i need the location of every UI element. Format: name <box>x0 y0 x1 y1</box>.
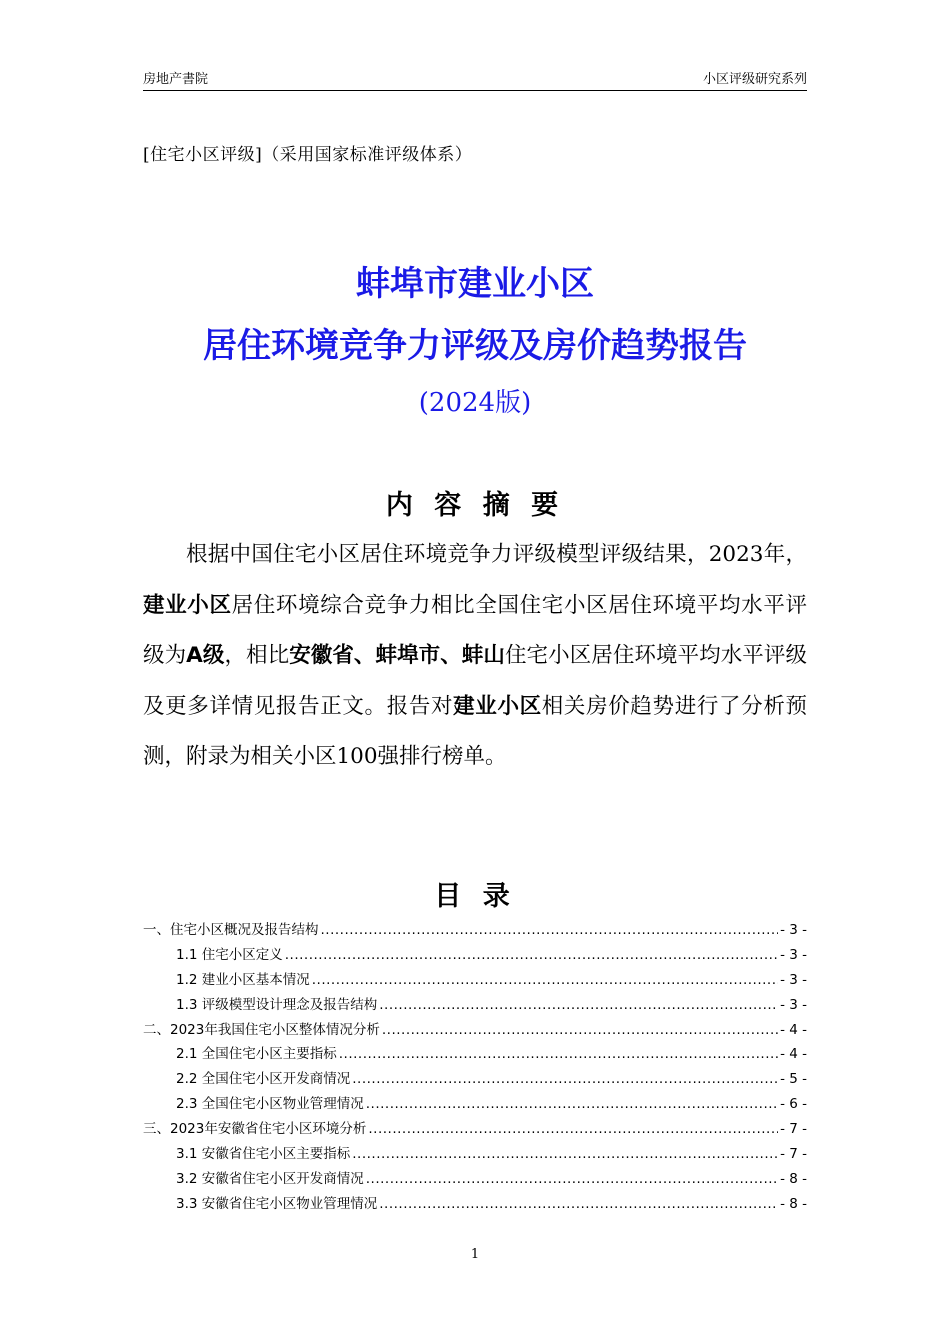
abstract-emphasis: 安徽省、蚌埠市、蚌山 <box>289 643 505 668</box>
abstract-text: ，相比 <box>224 643 290 668</box>
page-number: 1 <box>470 1247 480 1262</box>
toc-leader-dots <box>321 918 779 943</box>
toc-entry-page: - 4 - <box>780 1046 807 1063</box>
abstract-emphasis: 建业小区 <box>453 693 542 719</box>
toc-leader-dots <box>379 1192 778 1217</box>
toc-entry[interactable] <box>143 1067 807 1092</box>
abstract-text: 居住环境综合竞争力相比全国住宅小区居住环境平均水平评级为 <box>143 592 807 668</box>
toc-entry-page: - 3 - <box>780 996 807 1013</box>
toc-entry-page: - 8 - <box>780 1170 807 1187</box>
report-title-edition: (2024版) <box>418 388 532 418</box>
toc-entry[interactable] <box>143 943 807 968</box>
toc-entry[interactable] <box>143 1018 807 1043</box>
toc-entry-label: 一、住宅小区概况及报告结构 <box>143 922 319 938</box>
toc-entry[interactable] <box>143 1042 807 1067</box>
toc-leader-dots <box>312 968 778 993</box>
toc-entry-label: 3.3 安徽省住宅小区物业管理情况 <box>176 1195 378 1212</box>
toc-entry[interactable] <box>143 1167 807 1192</box>
header-divider <box>143 90 807 91</box>
toc-leader-dots <box>368 1117 778 1142</box>
toc-leader-dots <box>382 1018 778 1043</box>
report-tag: [住宅小区评级]（采用国家标准评级体系） <box>143 145 473 165</box>
page-header <box>143 68 807 88</box>
toc-entry-label: 2.3 全国住宅小区物业管理情况 <box>176 1096 364 1113</box>
toc-entry[interactable] <box>143 968 807 993</box>
toc-entry[interactable] <box>143 1192 807 1217</box>
report-title-line1: 蚌埠市建业小区 <box>356 264 594 304</box>
toc-entry[interactable] <box>143 1117 807 1142</box>
toc-entry-label: 2.2 全国住宅小区开发商情况 <box>176 1071 351 1088</box>
abstract-text: 相关房价趋势进行了分析预测，附录为相关小区100强排行榜单。 <box>143 693 807 769</box>
toc-leader-dots <box>352 1142 778 1167</box>
abstract-emphasis: 建业小区 <box>143 592 232 618</box>
report-title-line2: 居住环境竞争力评级及房价趋势报告 <box>203 326 747 366</box>
toc-entry-label: 1.3 评级模型设计理念及报告结构 <box>176 996 378 1013</box>
toc-leader-dots <box>366 1092 778 1117</box>
toc-entry-label: 三、2023年安徽省住宅小区环境分析 <box>143 1121 367 1138</box>
header-publisher: 房地产書院 <box>143 72 209 87</box>
table-of-contents <box>143 918 807 1217</box>
toc-entry[interactable] <box>143 1092 807 1117</box>
toc-entry-page: - 3 - <box>780 971 807 988</box>
toc-entry-label: 3.1 安徽省住宅小区主要指标 <box>176 1146 351 1163</box>
abstract-text: 根据中国住宅小区居住环境竞争力评级模型评级结果，2023年， <box>186 542 807 567</box>
abstract-paragraph <box>143 530 807 783</box>
abstract-text: 住宅小区居住环境平均水平评级及更多详情见报告正文。报告对 <box>143 643 807 719</box>
toc-leader-dots <box>379 993 778 1018</box>
toc-heading: 目 录 <box>434 881 516 912</box>
toc-entry-page: - 7 - <box>780 1146 807 1163</box>
toc-entry[interactable] <box>143 993 807 1018</box>
toc-entry-page: - 3 - <box>780 922 807 938</box>
toc-entry-label: 二、2023年我国住宅小区整体情况分析 <box>143 1021 380 1038</box>
abstract-heading: 内 容 摘 要 <box>385 490 565 521</box>
toc-leader-dots <box>366 1167 778 1192</box>
toc-leader-dots <box>352 1067 778 1092</box>
toc-entry-label: 3.2 安徽省住宅小区开发商情况 <box>176 1170 364 1187</box>
toc-entry-label: 1.2 建业小区基本情况 <box>176 971 310 988</box>
toc-entry-label: 1.1 住宅小区定义 <box>176 946 283 963</box>
toc-entry[interactable] <box>143 1142 807 1167</box>
toc-entry-page: - 4 - <box>780 1021 807 1038</box>
header-series: 小区评级研究系列 <box>702 72 807 87</box>
abstract-emphasis: A级 <box>186 643 225 668</box>
toc-entry-label: 2.1 全国住宅小区主要指标 <box>176 1046 337 1063</box>
toc-entry-page: - 6 - <box>780 1096 807 1113</box>
toc-leader-dots <box>285 943 778 968</box>
toc-entry[interactable] <box>143 918 807 943</box>
toc-entry-page: - 7 - <box>780 1121 807 1138</box>
toc-entry-page: - 8 - <box>780 1195 807 1212</box>
toc-entry-page: - 3 - <box>780 946 807 963</box>
toc-entry-page: - 5 - <box>780 1071 807 1088</box>
toc-leader-dots <box>339 1042 778 1067</box>
